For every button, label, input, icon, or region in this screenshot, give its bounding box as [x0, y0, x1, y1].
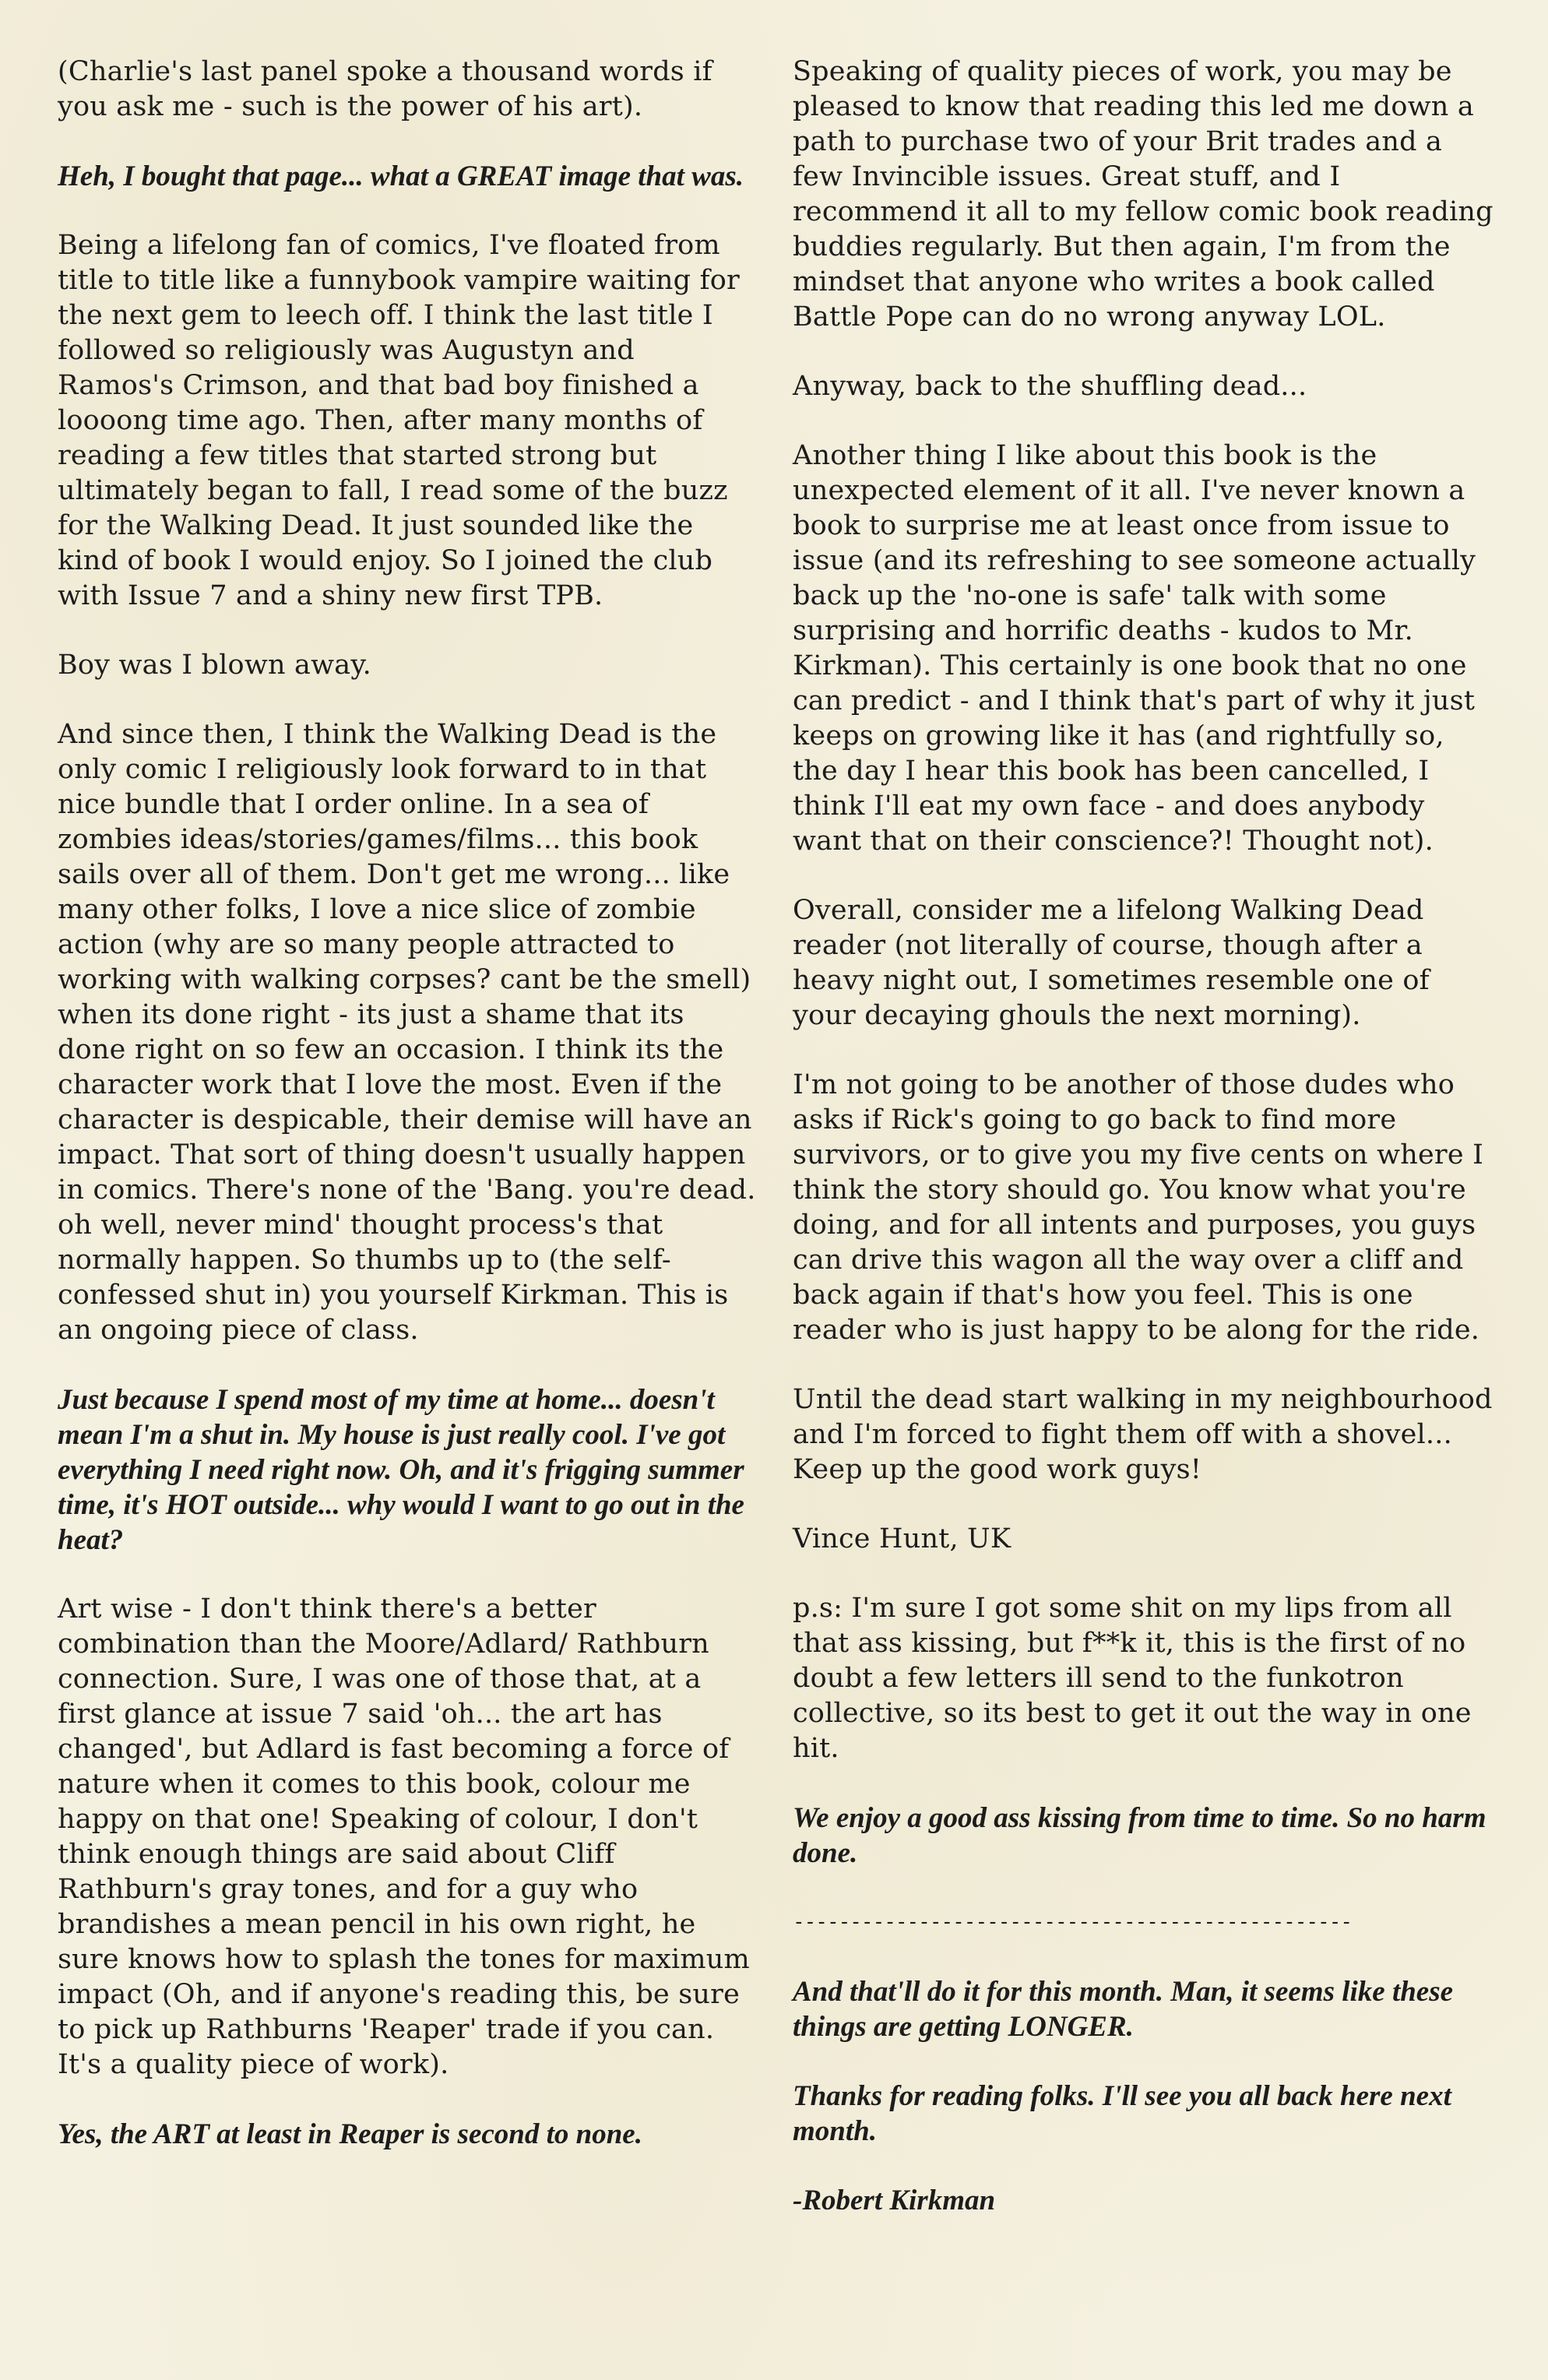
letter-paragraph: Until the dead start walking in my neighbourhood and I'm forced to fight them off with a shovel... Keep up the good work guys!	[793, 1384, 1493, 1485]
editor-reply: Just because I spend most of my time at home... doesn't mean I'm a shut in. My house is just really cool. I've got everything I need right now. Oh, and it's frigging summer time, it's HOT outside... why would I want to go out in the heat?	[58, 1384, 744, 1556]
letter-paragraph: Anyway, back to the shuffling dead...	[793, 371, 1307, 402]
letter-paragraph: And since then, I think the Walking Dead is the only comic I religiously look forward to in that nice bundle that I order online. In a sea of zombies ideas/stories/games/films... this book sails over all of them. Don't get me wrong... like many other folks, I love a nice slice of zombie action (why are so many people attracted to working with walking corpses? cant be the smell) when its done right - its just a shame that its done right on so few an occasion. I think its the character work that I love the most. Even if the character is despicable, their demise will have an impact. That sort of thing doesn't usually happen in comics. There's none of the 'Bang. you're dead. oh well, never mind' thought process's that normally happen. So thumbs up to (the self-confessed shut in) you yourself Kirkman. This is an ongoing piece of class.	[58, 719, 756, 1346]
editor-closing: And that'll do it for this month. Man, it seems like these things are getting LONGER.	[793, 1976, 1454, 2043]
editor-reply: We enjoy a good ass kissing from time to time. So no harm done.	[793, 1802, 1486, 1869]
letter-paragraph: (Charlie's last panel spoke a thousand words if you ask me - such is the power of his art).	[58, 56, 712, 122]
letter-paragraph: I'm not going to be another of those dudes who asks if Rick's going to go back to find more survivors, or to give you my five cents on where I think the story should go. You know what you're doing, and for all intents and purposes, you guys can drive this wagon all the way over a cliff and back again if that's how you feel. This is one reader who is just happy to be along for the ride.	[793, 1069, 1484, 1346]
letter-signature: Vince Hunt, UK	[793, 1523, 1011, 1554]
letter-paragraph: Another thing I like about this book is the unexpected element of it all. I've never known a book to surprise me at least once from issue to issue (and its refreshing to see someone actually back up the 'no-one is safe' talk with some surprising and horrific deaths - kudos to Mr. Kirkman). This certainly is one book that no one can predict - and I think that's part of why it just keeps on growing like it has (and rightfully so, the day I hear this book has been cancelled, I think I'll eat my own face - and does anybody want that on their conscience?! Thought not).	[793, 440, 1476, 857]
editor-reply: Yes, the ART at least in Reaper is second to none.	[58, 2118, 642, 2150]
editor-signature: -Robert Kirkman	[793, 2185, 996, 2216]
letter-paragraph: Overall, consider me a lifelong Walking Dead reader (not literally of course, though after a heavy night out, I sometimes resemble one of your decaying ghouls the next morning).	[793, 895, 1430, 1031]
letter-paragraph: Boy was I blown away.	[58, 650, 371, 681]
letter-paragraph: Being a lifelong fan of comics, I've floated from title to title like a funnybook vampire waiting for the next gem to leech off. I think the last title I followed so religiously was Augustyn and Ramos's Crimson, and that bad boy finished a loooong time ago. Then, after many months of reading a few titles that started strong but ultimately began to fall, I read some of the buzz for the Walking Dead. It just sounded like the kind of book I would enjoy. So I joined the club with Issue 7 and a shiny new first TPB.	[58, 230, 740, 611]
letter-postscript: p.s: I'm sure I got some shit on my lips from all that ass kissing, but f**k it, this is the first of no doubt a few letters ill send to the funkotron collective, so its best to get it out the way in one hit.	[793, 1593, 1472, 1764]
section-divider: -------------------------------------------------	[793, 1910, 1353, 1934]
right-column	[793, 55, 1493, 2252]
left-column	[58, 55, 758, 2186]
editor-reply: Heh, I bought that page... what a GREAT image that was.	[58, 160, 744, 192]
letter-paragraph: Speaking of quality pieces of work, you may be pleased to know that reading this led me down a path to purchase two of your Brit trades and a few Invincible issues. Great stuff, and I recommend it all to my fellow comic book reading buddies regularly. But then again, I'm from the mindset that anyone who writes a book called Battle Pope can do no wrong anyway LOL.	[793, 56, 1493, 333]
editor-closing: Thanks for reading folks. I'll see you all back here next month.	[793, 2080, 1451, 2147]
letter-paragraph: Art wise - I don't think there's a better combination than the Moore/Adlard/ Rathburn connection. Sure, I was one of those that, at a first glance at issue 7 said 'oh... the art has changed', but Adlard is fast becoming a force of nature when it comes to this book, colour me happy on that one! Speaking of colour, I don't think enough things are said about Cliff Rathburn's gray tones, and for a guy who brandishes a mean pencil in his own right, he sure knows how to splash the tones for maximum impact (Oh, and if anyone's reading this, be sure to pick up Rathburns 'Reaper' trade if you can. It's a quality piece of work).	[58, 1593, 750, 2080]
